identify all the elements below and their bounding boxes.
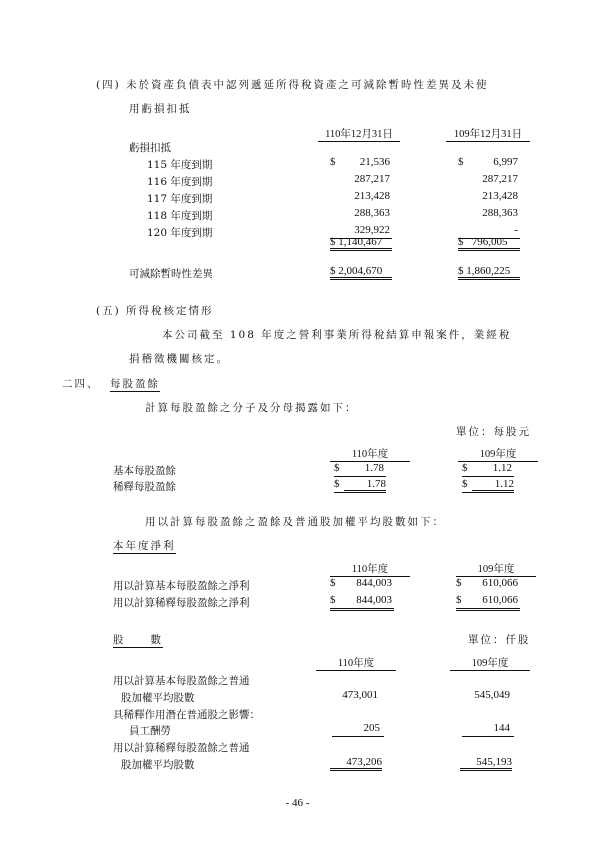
section24-paragraph2: 用以計算每股盈餘之盈餘及普通股加權平均股數如下：	[145, 516, 445, 528]
dilutive-effect-label: 具稀釋作用潛在普通股之影響：	[113, 709, 260, 721]
ni-basic-label: 用以計算基本每股盈餘之淨利	[113, 580, 250, 592]
shares-col2-underline	[450, 670, 530, 671]
section4-col1-header-underline	[318, 141, 400, 142]
ni-diluted-double-underline-110	[330, 608, 394, 611]
loss-row-value-110: 21,536	[359, 156, 390, 168]
shares-diluted-label-line2: 股加權平均股數	[121, 759, 195, 771]
shares-heading: 股 數	[113, 634, 163, 646]
diluted-eps-dollar-underline-109	[462, 492, 472, 493]
loss-row-value-110: 287,217	[354, 173, 390, 185]
eps-unit: 單位：每股元	[456, 426, 531, 438]
shares-basic-110: 473,001	[342, 689, 378, 701]
ni-basic-dollar-109: $	[456, 577, 462, 589]
loss-row-value-109: -	[514, 224, 518, 236]
ni-col1-header: 110年度	[351, 564, 389, 575]
deductible-differences-110: $ 2,004,670	[330, 265, 392, 280]
eps-col2-header: 109年度	[479, 449, 517, 460]
loss-row-label: 120 年度到期	[147, 227, 213, 239]
loss-row-label: 117 年度到期	[147, 193, 213, 205]
shares-basic-109: 545,049	[474, 689, 510, 701]
ni-basic-110: 844,003	[356, 577, 392, 589]
ni-basic-109: 610,066	[482, 577, 518, 589]
ni-basic-dollar-110: $	[330, 577, 336, 589]
shares-basic-label-line1: 用以計算基本每股盈餘之普通	[113, 675, 250, 687]
section24-intro: 計算每股盈餘之分子及分母揭露如下：	[145, 402, 358, 414]
section4-col2-header: 109年12月31日	[453, 129, 523, 140]
shares-diluted-109: 545,193	[460, 756, 512, 771]
diluted-eps-110: 1.78	[344, 478, 386, 493]
basic-eps-label: 基本每股盈餘	[113, 465, 176, 477]
loss-row-dollar-1: $	[330, 156, 336, 168]
shares-basic-label-line2: 股加權平均股數	[121, 692, 195, 704]
loss-subtotal-110: $ 1,140,467	[330, 236, 392, 251]
employee-compensation-underline-109	[462, 736, 514, 737]
shares-col1-underline	[316, 670, 396, 671]
basic-eps-dollar-109: $	[462, 462, 468, 474]
diluted-eps-label: 稀釋每股盈餘	[113, 481, 176, 493]
diluted-eps-dollar-underline-110	[334, 492, 344, 493]
employee-compensation-110: 205	[363, 722, 380, 734]
loss-row-value-109: 288,363	[482, 207, 518, 219]
deductible-differences-109: $ 1,860,225	[458, 265, 520, 280]
section4-col2-header-underline	[446, 141, 530, 142]
basic-eps-underline-109	[462, 476, 514, 477]
employee-compensation-label: 員工酬勞	[129, 725, 171, 737]
loss-row-value-109: 6,997	[493, 156, 518, 168]
deductible-differences-label: 可減除暫時性差異	[129, 268, 213, 280]
shares-col2-header: 109年度	[471, 658, 509, 669]
shares-diluted-label-line1: 用以計算稀釋每股盈餘之普通	[113, 742, 250, 754]
loss-row-value-110: 288,363	[354, 207, 390, 219]
employee-compensation-109: 144	[493, 722, 510, 734]
section4-heading-line2: 用虧損扣抵	[129, 103, 192, 115]
loss-row-value-110: 329,922	[354, 224, 390, 236]
loss-row-label: 116 年度到期	[147, 176, 213, 188]
basic-eps-109: 1.12	[492, 462, 512, 474]
loss-row-label: 115 年度到期	[147, 159, 213, 171]
loss-subtotal-109: $ 796,005	[458, 236, 520, 251]
section24-heading-prefix: 二四、	[62, 378, 100, 390]
ni-col2-header: 109年度	[477, 564, 515, 575]
employee-compensation-underline-110	[332, 736, 384, 737]
diluted-eps-dollar-109: $	[462, 478, 468, 490]
basic-eps-110: 1.78	[364, 462, 384, 474]
eps-col1-header: 110年度	[351, 449, 389, 460]
loss-row-label: 118 年度到期	[147, 210, 213, 222]
loss-row-value-109: 287,217	[482, 173, 518, 185]
section4-col1-header: 110年12月31日	[325, 129, 393, 140]
ni-diluted-label: 用以計算稀釋每股盈餘之淨利	[113, 597, 250, 609]
page-number: - 46 -	[285, 797, 310, 809]
section5-paragraph-line1: 本公司截至 108 年度之營利事業所得稅結算申報案件，業經稅	[162, 329, 512, 341]
section24-heading: 每股盈餘	[110, 378, 160, 390]
shares-col1-header: 110年度	[337, 658, 375, 669]
ni-diluted-double-underline-109	[456, 608, 520, 611]
basic-eps-dollar-110: $	[334, 462, 340, 474]
section5-heading: (五) 所得稅核定情形	[96, 305, 214, 317]
ni-diluted-dollar-109: $	[456, 594, 462, 606]
loss-row-value-109: 213,428	[482, 190, 518, 202]
net-income-heading: 本年度淨利	[113, 540, 176, 552]
basic-eps-underline-110	[334, 476, 386, 477]
loss-carryforward-label: 虧損扣抵	[129, 142, 171, 154]
shares-unit: 單位：仟股	[468, 634, 531, 646]
ni-diluted-109: 610,066	[482, 594, 518, 606]
loss-row-dollar-2: $	[458, 156, 464, 168]
shares-diluted-110: 473,206	[330, 756, 382, 771]
ni-diluted-110: 844,003	[356, 594, 392, 606]
section5-paragraph-line2: 捐稽徵機關核定。	[129, 353, 229, 365]
diluted-eps-109: 1.12	[472, 478, 514, 493]
ni-diluted-dollar-110: $	[330, 594, 336, 606]
section4-heading-line1: (四) 未於資產負債表中認列遞延所得稅資產之可減除暫時性差異及未使	[96, 79, 489, 91]
diluted-eps-dollar-110: $	[334, 478, 340, 490]
loss-row-value-110: 213,428	[354, 190, 390, 202]
